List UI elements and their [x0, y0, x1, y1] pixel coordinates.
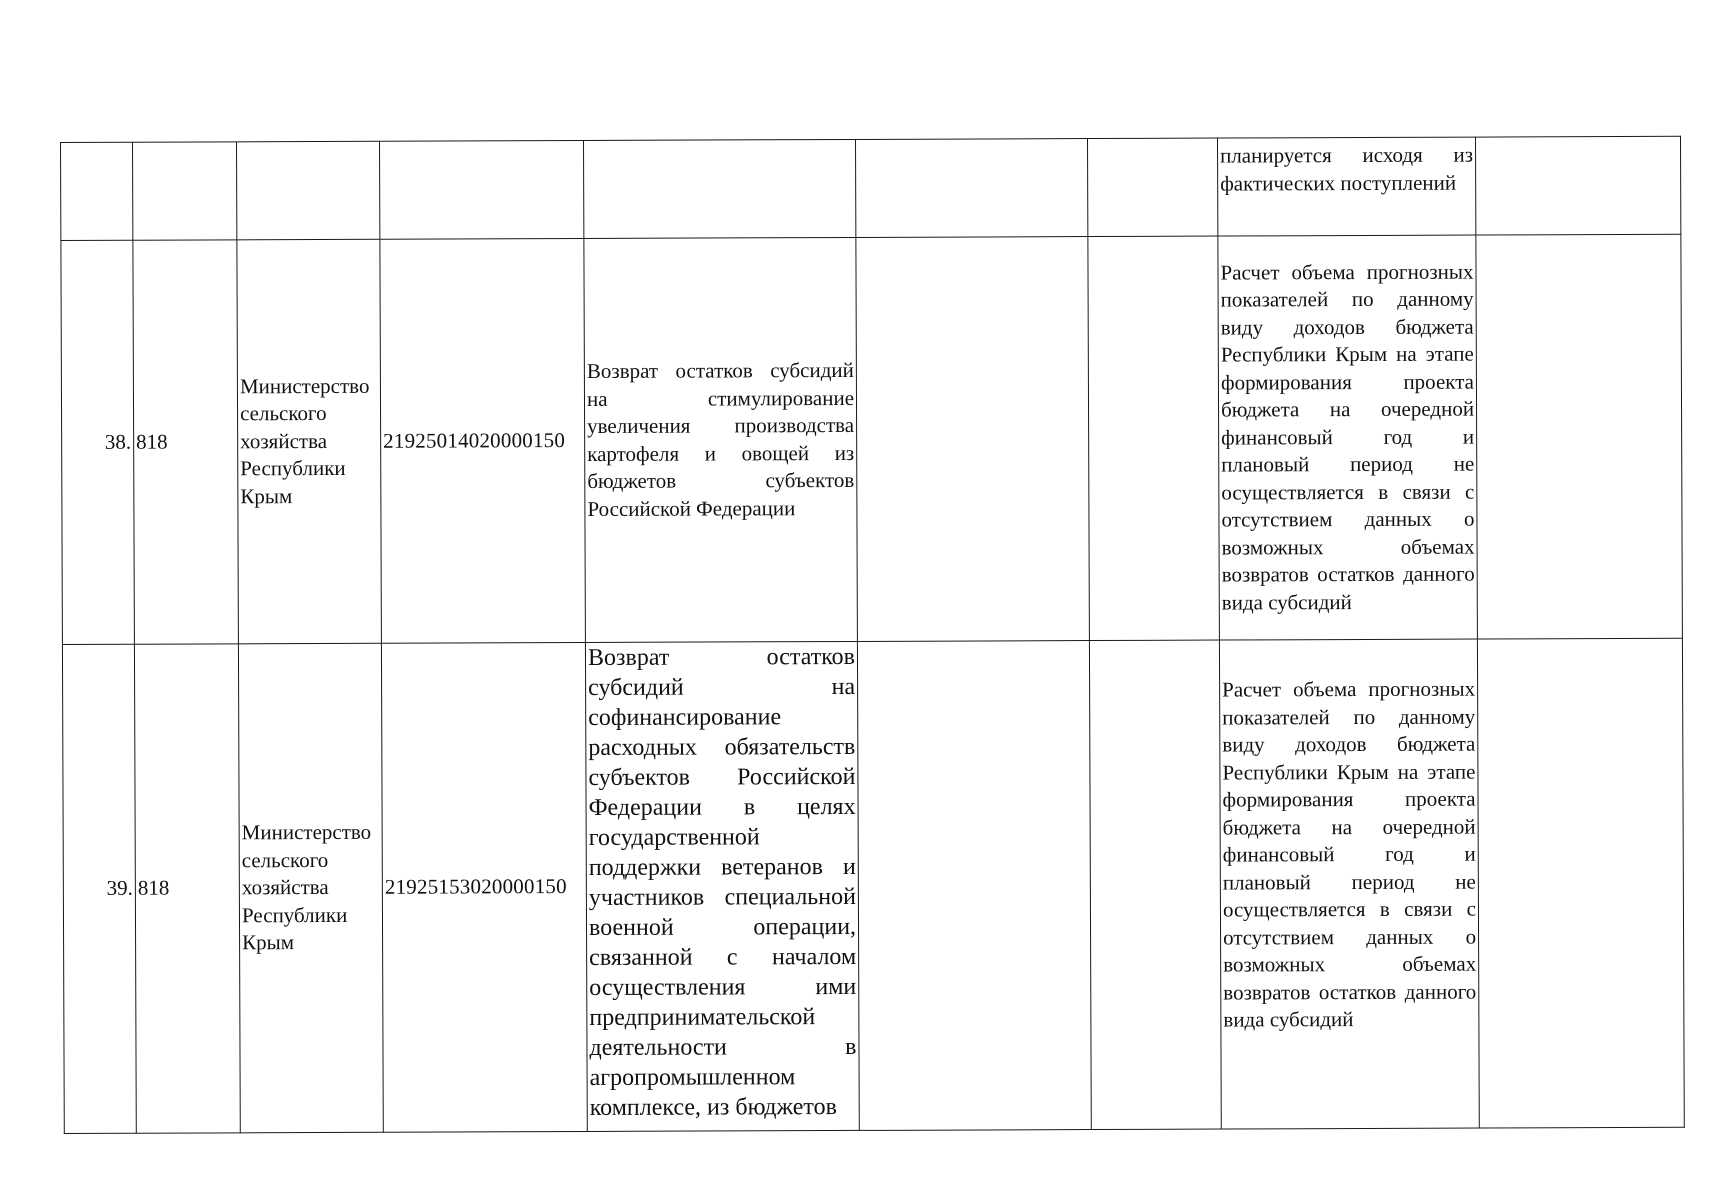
cell-administrator: Министерство сельского хозяйства Республики Крым: [237, 239, 382, 644]
cell-admin-code: [133, 142, 237, 240]
cell-col7: [1089, 640, 1221, 1129]
cell-admin-code: 818: [134, 644, 240, 1133]
cell-method: планируется исходя из фактических поступлений: [1217, 137, 1475, 236]
cell-kbk: 21925014020000150: [380, 238, 586, 643]
cell-administrator: [237, 141, 380, 240]
cell-kbk: 21925153020000150: [381, 642, 587, 1132]
cell-col9: [1476, 234, 1683, 639]
cell-col9: [1475, 136, 1680, 235]
cell-income-name: [583, 139, 855, 238]
cell-col7: [1088, 236, 1220, 640]
cell-col7: [1087, 138, 1217, 236]
table-row: [61, 234, 1683, 644]
cell-method: Расчет объема прогнозных показателей по данному виду доходов бюджета Республики Крым на этапе формирования проекта бюджета на очередной финансовый год и плановый период не осуществляется в связи с отсутствием данных о возможных объемах возвратов остатков данного вида субсидий: [1218, 235, 1478, 640]
cell-administrator: Министерство сельского хозяйства Республики Крым: [238, 643, 383, 1133]
cell-admin-code: 818: [133, 240, 239, 644]
cell-method: Расчет объема прогнозных показателей по данному виду доходов бюджета Республики Крым на этапе формирования проекта бюджета на очередной финансовый год и плановый период не осуществляется в связи с отсутствием данных о возможных объемах возвратов остатков данного вида субсидий: [1219, 639, 1479, 1129]
income-forecast-table: [60, 136, 1685, 1134]
cell-col9: [1477, 638, 1684, 1128]
cell-col6: [855, 139, 1087, 238]
cell-number: [61, 142, 133, 240]
cell-col6: [856, 237, 1090, 642]
table-row: [62, 638, 1684, 1133]
cell-number: 39.: [62, 644, 136, 1133]
cell-col6: [857, 641, 1091, 1131]
cell-income-name: Возврат остатков субсидий на стимулирование увеличения производства картофеля и овощей из бюджетов субъектов Российской Федерации: [584, 237, 858, 642]
table-row-continuation: [61, 136, 1681, 240]
cell-kbk: [379, 140, 583, 239]
cell-income-name: Возврат остатков субсидий на софинансирование расходных обязательств субъектов Российской Федерации в целях государственной поддержки ветеранов и участников специальной военной операции, связанной с началом осуществления ими предпринимательской деятельности в агропромышленном комплексе, из бюджетов: [585, 641, 859, 1131]
cell-number: 38.: [61, 240, 135, 644]
